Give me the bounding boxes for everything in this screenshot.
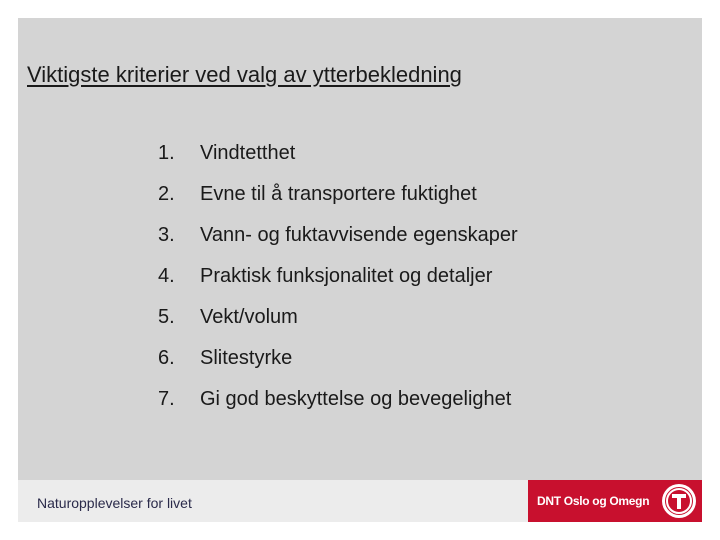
footer-tagline: Naturopplevelser for livet xyxy=(37,495,192,511)
item-number: 1. xyxy=(158,142,175,164)
item-number: 6. xyxy=(158,347,175,369)
item-number: 5. xyxy=(158,306,175,328)
list-item xyxy=(158,306,518,347)
slide-title: Viktigste kriterier ved valg av ytterbekledning xyxy=(27,62,462,87)
slide xyxy=(18,18,702,522)
list-item xyxy=(158,388,518,429)
item-text: Evne til å transportere fuktighet xyxy=(200,183,477,205)
criteria-list xyxy=(158,142,518,429)
item-text: Praktisk funksjonalitet og detaljer xyxy=(200,265,493,287)
item-number: 4. xyxy=(158,265,175,287)
item-number: 7. xyxy=(158,388,175,410)
list-item xyxy=(158,224,518,265)
item-number: 3. xyxy=(158,224,175,246)
list-item xyxy=(158,142,518,183)
logo-text: DNT Oslo og Omegn xyxy=(537,494,650,508)
item-text: Vekt/volum xyxy=(200,306,298,328)
list-item xyxy=(158,265,518,306)
list-item xyxy=(158,183,518,224)
item-text: Slitestyrke xyxy=(200,347,293,369)
list-item xyxy=(158,347,518,388)
dnt-logo xyxy=(528,480,702,522)
item-text: Vann- og fuktavvisende egenskaper xyxy=(200,224,518,246)
item-text: Gi god beskyttelse og bevegelighet xyxy=(200,388,512,410)
item-number: 2. xyxy=(158,183,175,205)
footer-bar xyxy=(18,480,702,522)
dnt-t-emblem-icon xyxy=(660,482,698,520)
item-text: Vindtetthet xyxy=(200,142,296,164)
